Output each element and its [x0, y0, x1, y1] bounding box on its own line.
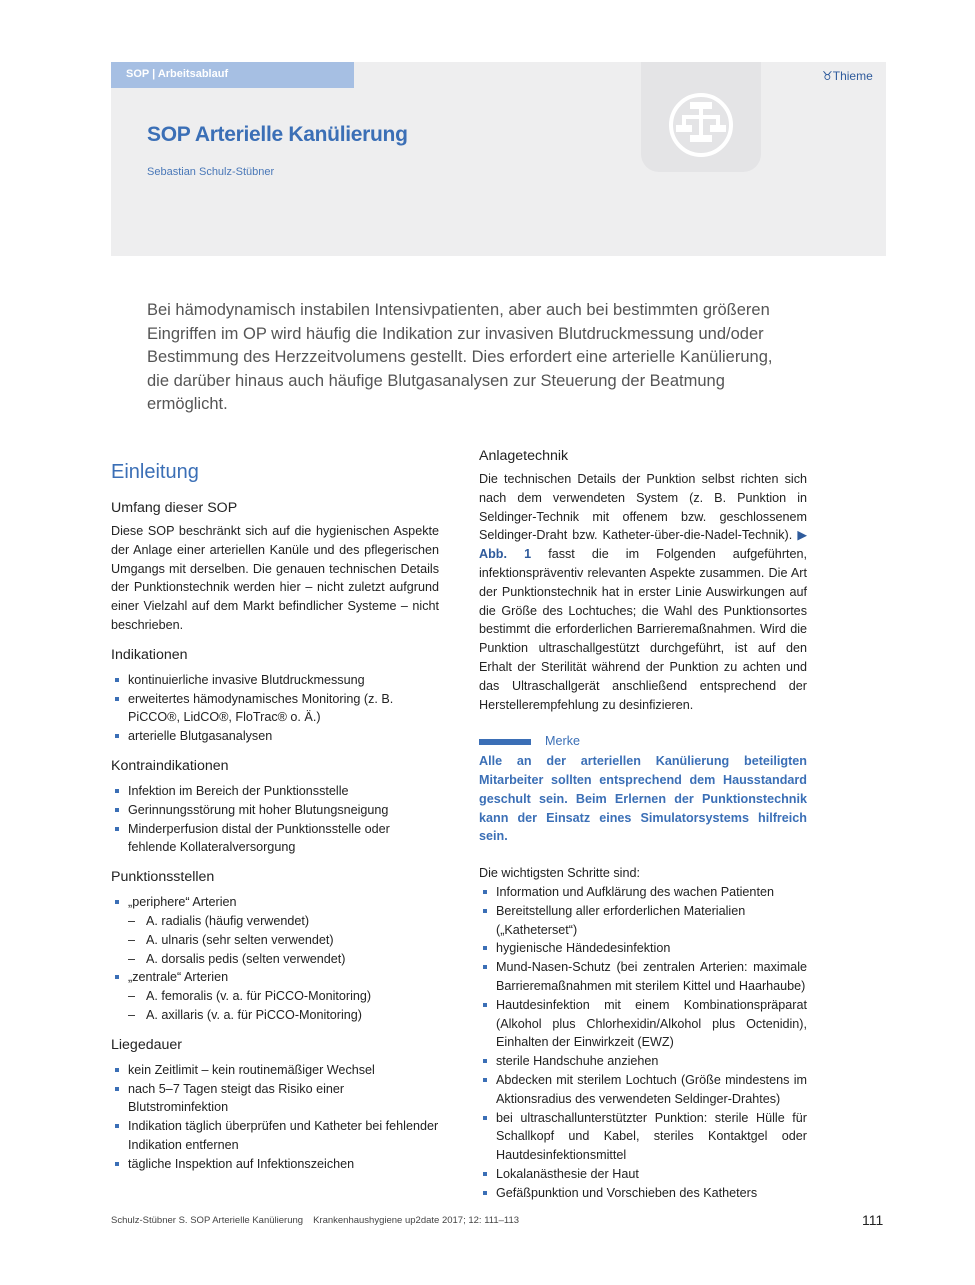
list-item: kontinuierliche invasive Blutdruckmessung	[111, 671, 439, 690]
figure-reference-link[interactable]: ▶ Abb. 1	[479, 528, 808, 562]
right-column	[479, 446, 807, 1202]
header-panel	[111, 62, 886, 256]
steps-list	[479, 883, 807, 1203]
left-column	[111, 458, 439, 1174]
list-item: Minderperfusion distal der Punktionsstelle oder fehlende Kollateralversorgung	[111, 820, 439, 858]
sub-list-item: – A. radialis (häufig verwendet)	[128, 913, 310, 928]
list-item: Abdecken mit sterilem Lochtuch (Größe mindestens im Aktionsradius des verwendeten Seldinger-Drahtes)	[479, 1071, 807, 1109]
list-item: „periphere“ Arterien	[111, 893, 439, 912]
flowchart-icon	[668, 92, 734, 158]
list-item: Gerinnungsstörung mit hoher Blutungsneigung	[111, 801, 439, 820]
list-item: Mund-Nasen-Schutz (bei zentralen Arterien: maximale Barrieremaßnahmen mit sterilem Kittel und Haarhaube)	[479, 958, 807, 996]
technique-text: Die technischen Details der Punktion selbst richten sich nach dem verwendeten System (z. B. Punktion in Seldinger-Technik mit offenem bzw. geschlossenem Seldinger-Draht bzw. Katheter-über-die-Nadel-Technik). ▶ Abb. 1 fasst die im Folgenden aufgeführten, infektionspräventiv relevanten Aspekte zusammen. Die Art der Punktionstechnik hat in erster Linie Auswirkungen auf die Größe des Lochtuches; die Wahl des Punktionsortes bestimmt die erforderlichen Barrieremaßnahmen. Wird die Punktion ultraschallgestützt durchgeführt, ist auf den Erhalt der Sterilität während der Punktion zu achten und das Ultraschallgerät anschließend entsprechend der Herstellerempfehlung zu desinfizieren.	[479, 472, 808, 712]
indications-list	[111, 671, 439, 746]
list-item: nach 5–7 Tagen steigt das Risiko einer Blutstrominfektion	[111, 1080, 439, 1118]
article-author: Sebastian Schulz-Stübner	[147, 166, 275, 178]
list-item: erweitertes hämodynamisches Monitoring (z. B. PiCCO®, LidCO®, FloTrac® o. Ä.)	[111, 690, 439, 728]
scope-heading: Umfang dieser SOP	[111, 500, 238, 516]
duration-heading: Liegedauer	[111, 1036, 182, 1053]
list-item: kein Zeitlimit – kein routinemäßiger Wechsel	[111, 1061, 439, 1080]
list-item: Infektion im Bereich der Punktionsstelle	[111, 782, 439, 801]
list-item: Indikation täglich überprüfen und Katheter bei fehlender Indikation entfernen	[111, 1117, 439, 1155]
sub-list-item: – A. axillaris (v. a. für PiCCO-Monitoring)	[128, 1007, 363, 1022]
merke-bar	[479, 739, 531, 745]
sub-list-item: – A. femoralis (v. a. für PiCCO-Monitoring)	[128, 989, 372, 1004]
sites-list	[111, 893, 439, 1025]
citation-footer: Schulz-Stübner S. SOP Arterielle Kanülierung Krankenhaushygiene up2date 2017; 12: 111–113	[111, 1215, 520, 1226]
thieme-icon: ♉	[822, 69, 833, 83]
list-item: hygienische Händedesinfektion	[479, 939, 807, 958]
merke-text: Alle an der arteriellen Kanülierung beteiligten Mitarbeiter sollten entsprechend dem Hausstandard geschult sein. Beim Erlernen der Punktionstechnik kann der Einsatz eines Simulatorsystems hilfreich sein.	[479, 754, 807, 844]
article-title: SOP Arterielle Kanülierung	[147, 123, 408, 146]
list-item: arterielle Blutgasanalysen	[111, 727, 439, 746]
section-heading: Einleitung	[111, 461, 199, 483]
publisher-name: Thieme	[832, 69, 873, 83]
scope-text: Diese SOP beschränkt sich auf die hygienischen Aspekte der Anlage einer arteriellen Kanüle und des pflegerischen Umgangs mit derselben. Die genauen technischen Details der Punktionstechnik werden hier – nicht zuletzt aufgrund einer Vielzahl auf dem Markt befindlicher Systeme – nicht beschrieben.	[111, 524, 439, 632]
technique-heading: Anlagetechnik	[479, 448, 569, 464]
sop-logo	[641, 62, 761, 172]
indications-heading: Indikationen	[111, 646, 188, 663]
list-item: sterile Handschuhe anziehen	[479, 1052, 807, 1071]
list-item: tägliche Inspektion auf Infektionszeichen	[111, 1155, 439, 1174]
list-item: Information und Aufklärung des wachen Patienten	[479, 883, 807, 902]
section-label: SOP | Arbeitsablauf	[126, 68, 229, 80]
abstract: Bei hämodynamisch instabilen Intensivpatienten, aber auch bei bestimmten größeren Eingriffen im OP wird häufig die Indikation zur invasiven Blutdruckmessung und/oder Bestimmung des Herzzeitvolumens gestellt. Dies erfordert eine arterielle Kanülierung, die darüber hinaus auch häufige Blutgasanalysen zur Steuerung der Beatmung ermöglicht.	[147, 301, 773, 414]
merke-label: Merke	[545, 734, 580, 749]
list-item: „zentrale“ Arterien	[111, 968, 439, 987]
merke-box-header	[479, 732, 807, 751]
contraindications-heading: Kontraindikationen	[111, 757, 229, 774]
list-item: Lokalanästhesie der Haut	[479, 1165, 807, 1184]
list-item: Gefäßpunktion und Vorschieben des Katheters	[479, 1184, 807, 1203]
list-item: Bereitstellung aller erforderlichen Materialien („Katheterset“)	[479, 902, 807, 940]
list-item: bei ultraschallunterstützter Punktion: sterile Hülle für Schallkopf und Kabel, steriles Kontaktgel oder Hautdesinfektionsmittel	[479, 1109, 807, 1165]
sites-heading: Punktionsstellen	[111, 869, 215, 886]
list-item: Hautdesinfektion mit einem Kombinationspräparat (Alkohol plus Chlorhexidin/Alkohol plus Octenidin), Einhalten der Einwirkzeit (EWZ)	[479, 996, 807, 1052]
steps-intro: Die wichtigsten Schritte sind:	[479, 866, 640, 881]
section-tab	[111, 62, 354, 88]
contraindications-list	[111, 782, 439, 857]
publisher-logo	[822, 69, 873, 83]
sub-list-item: – A. ulnaris (sehr selten verwendet)	[128, 932, 334, 947]
duration-list	[111, 1061, 439, 1174]
sub-list-item: – A. dorsalis pedis (selten verwendet)	[128, 951, 346, 966]
page-number: 111	[862, 1212, 884, 1228]
